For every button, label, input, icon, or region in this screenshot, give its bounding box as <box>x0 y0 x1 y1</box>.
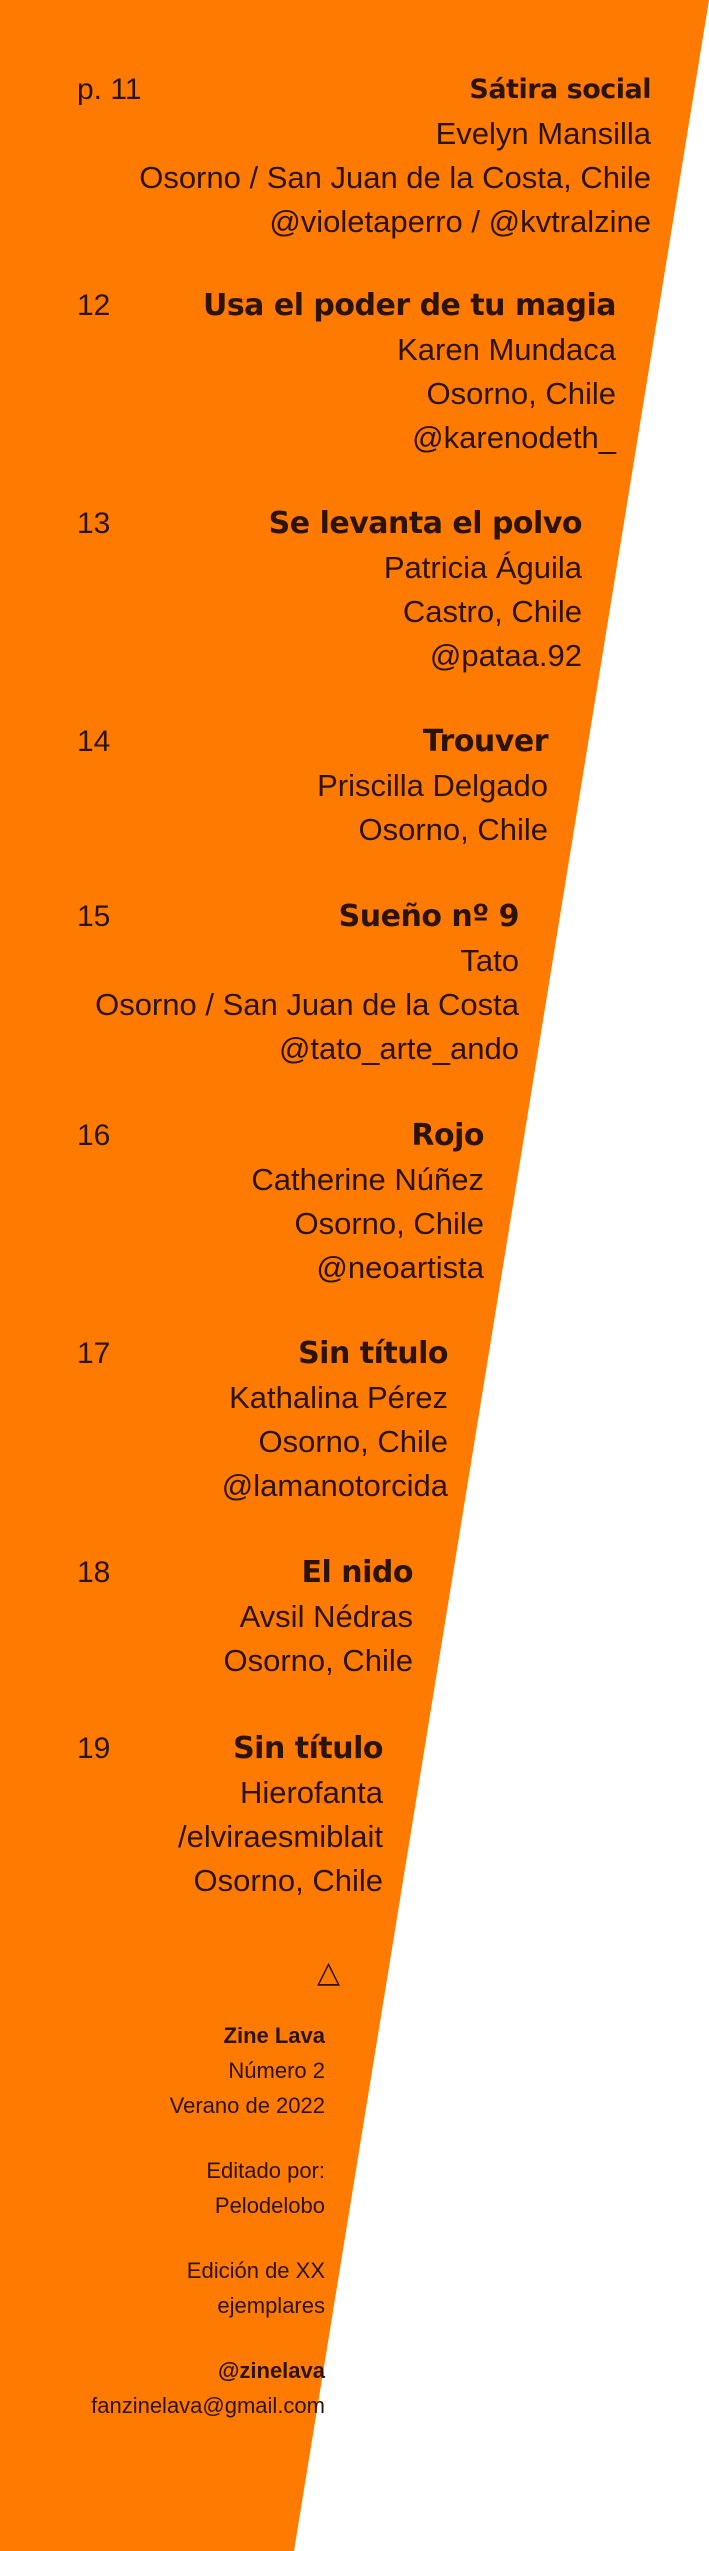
issue-season: Verano de 2022 <box>169 2093 325 2118</box>
artist-handle: @neoartista <box>316 1250 484 1285</box>
artist-handle: @pataa.92 <box>429 638 582 673</box>
artist-location: Osorno, Chile <box>223 1643 413 1678</box>
artist-handle: @karenodeth_ <box>412 420 616 455</box>
page-number: 17 <box>77 1337 111 1370</box>
artist-handle: @lamanotorcida <box>221 1468 448 1503</box>
page-number: 13 <box>77 507 111 540</box>
artist-handle: @violetaperro / @kvtralzine <box>269 204 651 239</box>
artist-location: Osorno, Chile <box>193 1863 383 1898</box>
artist-location: Osorno, Chile <box>258 1424 448 1459</box>
edited-by-label: Editado por: <box>206 2158 325 2183</box>
artwork-title: Rojo <box>411 1118 484 1153</box>
artist-location: Castro, Chile <box>402 594 582 629</box>
artwork-title: Sin título <box>298 1336 448 1371</box>
issue-number: Número 2 <box>228 2058 325 2083</box>
artist-name: Priscilla Delgado <box>317 768 548 803</box>
page-number: 19 <box>77 1732 111 1765</box>
artist-name: Avsil Nédras <box>239 1599 413 1634</box>
artist-location: Osorno / San Juan de la Costa, Chile <box>139 160 651 195</box>
artwork-title: Trouver <box>422 724 548 759</box>
edition-count-line: ejemplares <box>217 2293 325 2318</box>
artist-location: Osorno, Chile <box>294 1206 484 1241</box>
zine-name: Zine Lava <box>223 2023 325 2048</box>
contact-email: fanzinelava@gmail.com <box>91 2393 325 2418</box>
artist-name: Patricia Águila <box>383 550 582 585</box>
colophon <box>91 2018 325 2423</box>
artwork-title: Usa el poder de tu magia <box>202 288 616 323</box>
artist-name: Catherine Núñez <box>251 1162 484 1197</box>
page-number: 16 <box>77 1119 111 1152</box>
page-number: p. 11 <box>77 73 142 106</box>
artist-location: Osorno, Chile <box>358 812 548 847</box>
zine-handle: @zinelava <box>217 2358 325 2383</box>
artist-handle: /elviraesmiblait <box>177 1819 383 1854</box>
artist-location: Osorno / San Juan de la Costa <box>95 987 519 1022</box>
artist-location: Osorno, Chile <box>426 376 616 411</box>
artwork-title: Sin título <box>233 1731 383 1766</box>
artwork-title: Sátira social <box>469 74 651 105</box>
page-number: 18 <box>77 1556 111 1589</box>
edition-count-line: Edición de XX <box>186 2258 325 2283</box>
artwork-title: El nido <box>301 1555 413 1590</box>
page-number: 12 <box>77 289 111 322</box>
triangle-divider-icon: △ <box>317 1955 341 1990</box>
artist-handle: @tato_arte_ando <box>278 1031 519 1066</box>
artwork-title: Se levanta el polvo <box>268 506 582 541</box>
artist-name: Tato <box>460 943 519 978</box>
artist-name: Kathalina Pérez <box>229 1380 448 1415</box>
artist-name: Karen Mundaca <box>397 332 616 367</box>
page-number: 15 <box>77 900 111 933</box>
editor-name: Pelodelobo <box>214 2193 325 2218</box>
artist-name: Evelyn Mansilla <box>435 116 651 151</box>
artist-name: Hierofanta <box>239 1775 383 1810</box>
artwork-title: Sueño nº 9 <box>338 899 519 934</box>
page-number: 14 <box>77 725 111 758</box>
